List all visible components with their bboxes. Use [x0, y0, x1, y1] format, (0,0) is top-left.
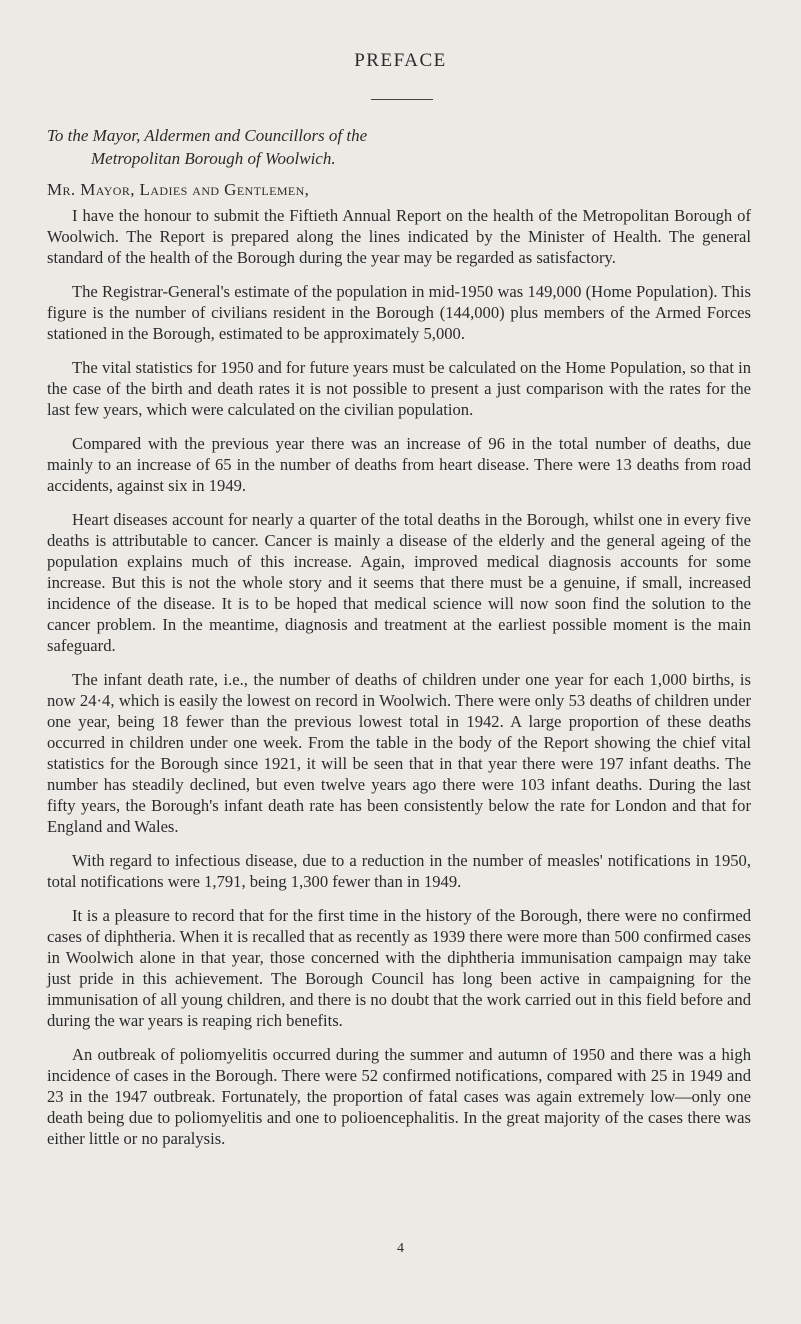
paragraph-infectious-disease: With regard to infectious disease, due to a reduction in the number of measles' notifications in 1950, total notifications were 1,791, being 1,300 fewer than in 1949. — [47, 851, 751, 891]
paragraph-poliomyelitis: An outbreak of poliomyelitis occurred during the summer and autumn of 1950 and there was a high incidence of cases in the Borough. There were 52 confirmed notifications, compared with 25 in 1949 and 23 in the 1947 outbreak. Fortunately, the proportion of fatal cases was again extremely low—only one death being due to poliomyelitis and one to polioencephalitis. In the great majority of the cases there was either little or no paralysis. — [47, 1045, 751, 1148]
salutation: Mr. Mayor, Ladies and Gentlemen, — [47, 180, 310, 199]
paragraph-diphtheria: It is a pleasure to record that for the first time in the history of the Borough, there were no confirmed cases of diphtheria. When it is recalled that as recently as 1939 there were more than 500 confirmed cases in Woolwich alone in that year, those concerned with the diphtheria immunisation campaign may take just pride in this achievement. The Borough Council has long been active in campaigning for the immunisation of all young children, and there is no doubt that the work carried out in this field before and during the war years is reaping rich benefits. — [47, 906, 751, 1030]
page-title: PREFACE — [354, 50, 447, 71]
address-block — [47, 124, 367, 170]
page-number: 4 — [397, 1241, 404, 1256]
title-divider — [371, 99, 433, 100]
paragraph-vital-statistics: The vital statistics for 1950 and for future years must be calculated on the Home Population, so that in the case of the birth and death rates it is not possible to present a just comparison with the rates for the last few years, which were calculated on the civilian population. — [47, 358, 751, 419]
paragraph-report-intro: I have the honour to submit the Fiftieth Annual Report on the health of the Metropolitan Borough of Woolwich. The Report is prepared along the lines indicated by the Minister of Health. The general standard of the health of the Borough during the year may be regarded as satisfactory. — [47, 206, 751, 267]
address-line-1: To the Mayor, Aldermen and Councillors of the — [47, 126, 368, 145]
paragraph-population: The Registrar-General's estimate of the population in mid-1950 was 149,000 (Home Population). This figure is the number of civilians resident in the Borough (144,000) plus members of the Armed Forces stationed in the Borough, estimated to be approximately 5,000. — [47, 282, 751, 343]
paragraph-heart-cancer: Heart diseases account for nearly a quarter of the total deaths in the Borough, whilst one in every five deaths is attributable to cancer. Cancer is mainly a disease of the elderly and the general ageing of the population explains much of this increase. Again, improved medical diagnosis accounts for some increase. But this is not the whole story and it seems that there must be a genuine, if small, increased incidence of the disease. It is to be hoped that medical science will now soon find the solution to the cancer problem. In the meantime, diagnosis and treatment at the earliest possible moment is the main safeguard. — [47, 510, 751, 655]
paragraph-deaths: Compared with the previous year there was an increase of 96 in the total number of deaths, due mainly to an increase of 65 in the number of deaths from heart disease. There were 13 deaths from road accidents, against six in 1949. — [47, 434, 751, 495]
paragraph-infant-death-rate: The infant death rate, i.e., the number of deaths of children under one year for each 1,000 births, is now 24·4, which is easily the lowest on record in Woolwich. There were only 53 deaths of children under one year, being 18 fewer than the previous lowest total in 1942. A large proportion of these deaths occurred in children under one week. From the table in the body of the Report showing the chief vital statistics for the Borough since 1921, it will be seen that in that year there were 197 infant deaths. The number has steadily declined, but even twelve years ago there were 103 infant deaths. During the last fifty years, the Borough's infant death rate has been consistently below the rate for London and that for England and Wales. — [47, 670, 751, 836]
address-line-2: Metropolitan Borough of Woolwich. — [91, 149, 336, 168]
preface-body — [47, 205, 751, 1162]
